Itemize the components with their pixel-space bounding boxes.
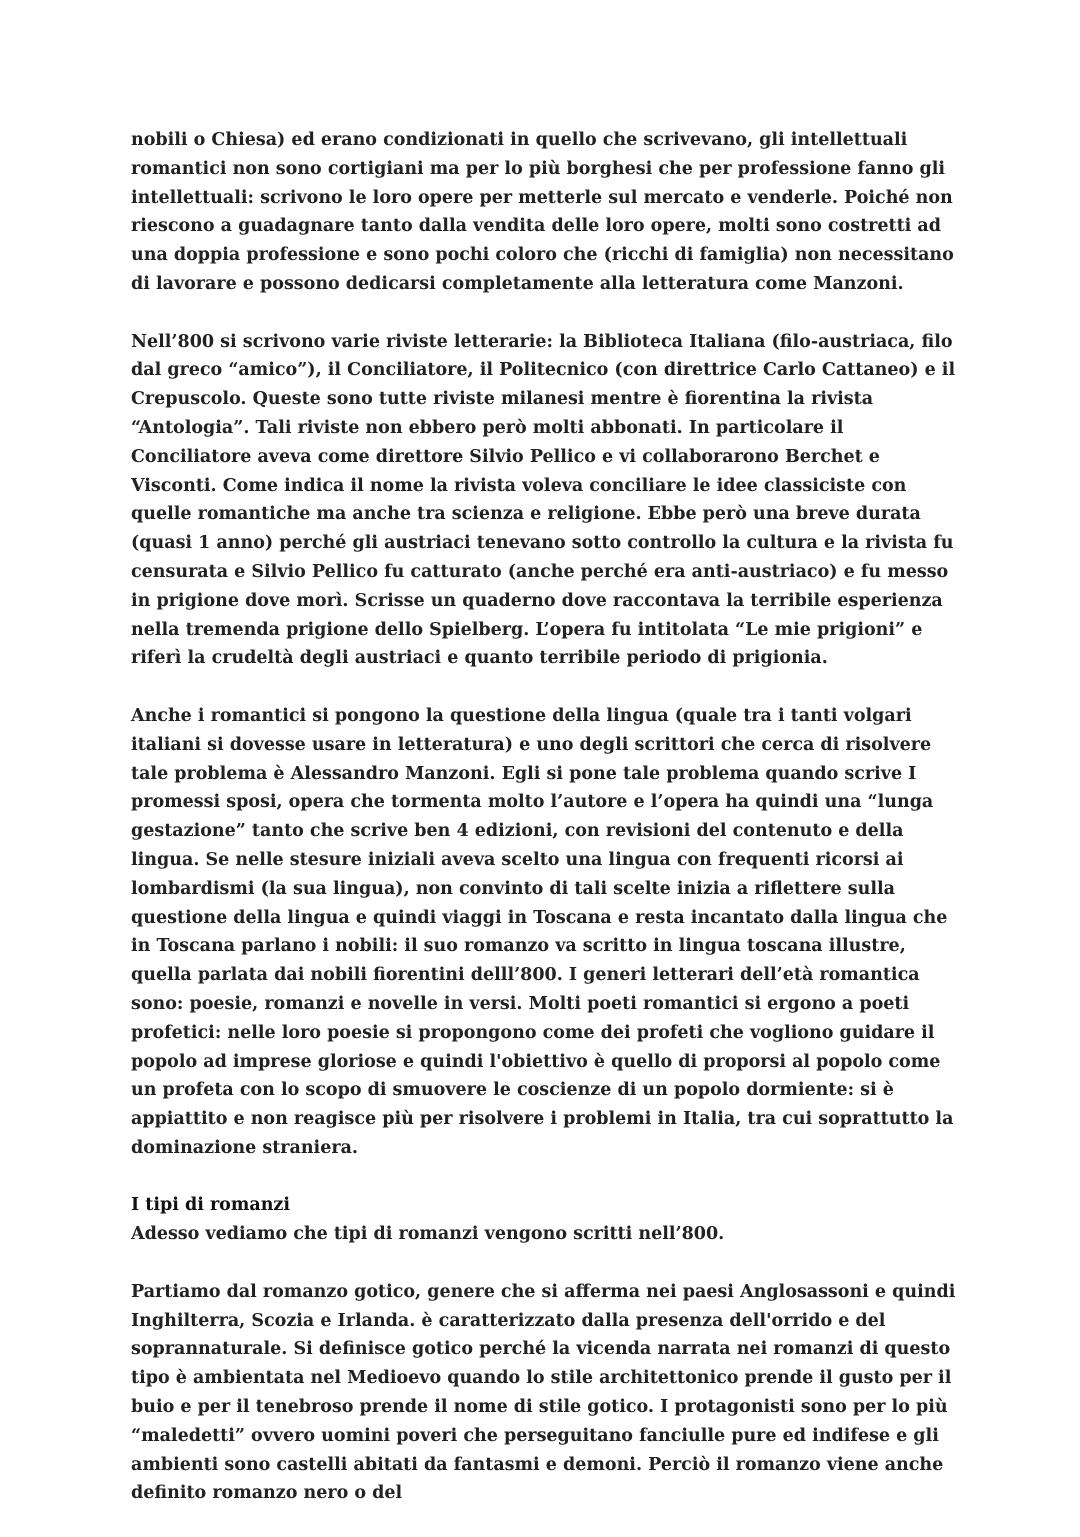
paragraph-lingua: Anche i romantici si pongono la questione della lingua (quale tra i tanti volgari italiani si dovesse usare in letteratura) e uno degli scrittori che cerca di risolvere tale problema è Alessandro Manzoni. Egli si pone tale problema quando scrive I promessi sposi, opera che tormenta molto l’autore e l’opera ha quindi una “lunga gestazione” tanto che scrive ben 4 edizioni, con revisioni del contenuto e della lingua. Se nelle stesure iniziali aveva scelto una lingua con frequenti ricorsi ai lombardismi (la sua lingua), non convinto di tali scelte inizia a riflettere sulla questione della lingua e quindi viaggi in Toscana e resta incantato dalla lingua che in Toscana parlano i nobili: il suo romanzo va scritto in lingua toscana illustre, quella parlata dai nobili fiorentini delll’800. I generi letterari dell’età romantica sono: poesie, romanzi e novelle in versi. Molti poeti romantici si ergono a poeti profetici: nelle loro poesie si propongono come dei profeti che vogliono guidare il popolo ad imprese gloriose e quindi l'obiettivo è quello di proporsi al popolo come un profeta con lo scopo di smuovere le coscienze di un popolo dormiente: si è appiattito e non reagisce più per risolvere i problemi in Italia, tra cui soprattutto la dominazione straniera. (131, 705, 954, 1158)
section-heading: I tipi di romanzi (131, 1195, 291, 1216)
paragraph-intellettuali: nobili o Chiesa) ed erano condizionati in quello che scrivevano, gli intellettuali romantici non sono cortigiani ma per lo più borghesi che per professione fanno gli intellettuali: scrivono le loro opere per metterle sul mercato e venderle. Poiché non riescono a guadagnare tanto dalla vendita delle loro opere, molti sono costretti ad una doppia professione e sono pochi coloro che (ricchi di famiglia) non necessitano di lavorare e possono dedicarsi completamente alla letteratura come Manzoni. (131, 130, 954, 294)
paragraph-romanzo-gotico: Partiamo dal romanzo gotico, genere che si afferma nei paesi Anglosassoni e quindi Inghilterra, Scozia e Irlanda. è caratterizzato dalla presenza dell'orrido e del soprannaturale. Si definisce gotico perché la vicenda narrata nei romanzi di questo tipo è ambientata nel Medioevo quando lo stile architettonico prende il gusto per il buio e per il tenebroso prende il nome di stile gotico. I protagonisti sono per lo più “maledetti” ovvero uomini poveri che perseguitano fanciulle pure ed indifese e gli ambienti sono castelli abitati da fantasmi e demoni. Perciò il romanzo viene anche definito romanzo nero o del (131, 1281, 956, 1504)
paragraph-riviste: Nell’800 si scrivono varie riviste letterarie: la Biblioteca Italiana (filo-austriaca, filo dal greco “amico”), il Conciliatore, il Politecnico (con direttrice Carlo Cattaneo) e il Crepuscolo. Queste sono tutte riviste milanesi mentre è fiorentina la rivista “Antologia”. Tali riviste non ebbero però molti abbonati. In particolare il Conciliatore aveva come direttore Silvio Pellico e vi collaborarono Berchet e Visconti. Come indica il nome la rivista voleva conciliare le idee classiciste con quelle romantiche ma anche tra scienza e religione. Ebbe però una breve durata (quasi 1 anno) perché gli austriaci tenevano sotto controllo la cultura e la rivista fu censurata e Silvio Pellico fu catturato (anche perché era anti-austriaco) e fu messo in prigione dove morì. Scrisse un quaderno dove raccontava la terribile esperienza nella tremenda prigione dello Spielberg. L’opera fu intitolata “Le mie prigioni” e riferì la crudeltà degli austriaci e quanto terribile periodo di prigionia. (131, 331, 956, 669)
document-page (131, 126, 956, 1537)
section-subtitle: Adesso vediamo che tipi di romanzi vengono scritti nell’800. (131, 1224, 725, 1245)
